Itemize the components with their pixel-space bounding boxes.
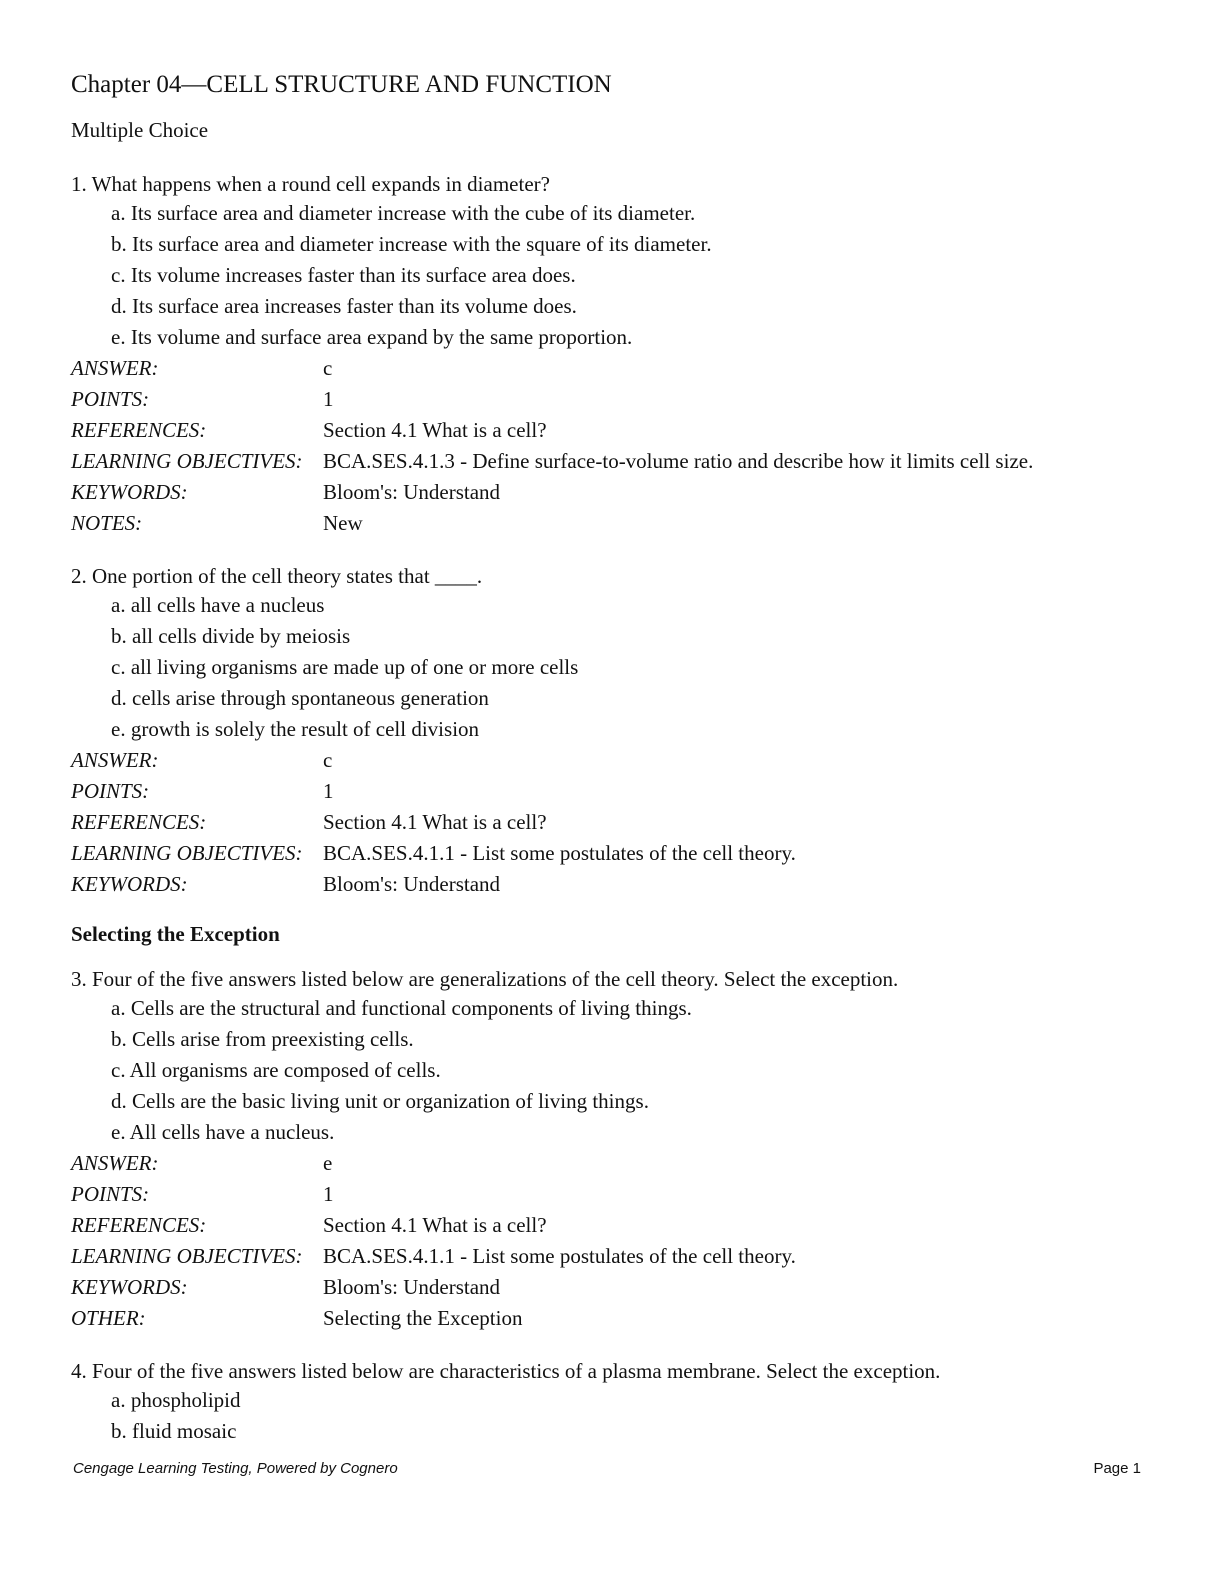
question-text: 3. Four of the five answers listed below are generalizations of the cell theory. Select the exception. <box>71 967 899 991</box>
option-b: b. Its surface area and diameter increase with the square of its diameter. <box>111 232 712 256</box>
meta-key: LEARNING OBJECTIVES: <box>71 1244 303 1268</box>
option-a: a. phospholipid <box>111 1388 241 1412</box>
meta-key: ANSWER: <box>71 356 159 380</box>
meta-value: BCA.SES.4.1.1 - List some postulates of the cell theory. <box>323 1244 796 1268</box>
meta-value: Bloom's: Understand <box>323 1275 501 1299</box>
meta-points <box>71 1179 1161 1210</box>
meta-references <box>71 1210 1161 1241</box>
section-heading-exception: Selecting the Exception <box>71 922 280 946</box>
meta-key: ANSWER: <box>71 748 159 772</box>
meta-key: ANSWER: <box>71 1151 159 1175</box>
meta-references <box>71 807 1161 838</box>
meta-key: LEARNING OBJECTIVES: <box>71 449 303 473</box>
meta-key: REFERENCES: <box>71 418 207 442</box>
option-b: b. Cells arise from preexisting cells. <box>111 1027 414 1051</box>
meta-learning-objectives <box>71 446 1161 477</box>
meta-key: POINTS: <box>71 387 150 411</box>
meta-keywords <box>71 869 1161 900</box>
meta-points <box>71 776 1161 807</box>
meta-learning-objectives <box>71 838 1161 869</box>
option-a: a. Its surface area and diameter increase with the cube of its diameter. <box>111 201 696 225</box>
meta-value: BCA.SES.4.1.1 - List some postulates of the cell theory. <box>323 841 796 865</box>
question-3 <box>71 965 1161 1334</box>
section-subtitle: Multiple Choice <box>71 118 209 142</box>
question-text: 2. One portion of the cell theory states that ____. <box>71 564 483 588</box>
meta-keywords <box>71 1272 1161 1303</box>
meta-key: NOTES: <box>71 511 143 535</box>
meta-key: REFERENCES: <box>71 1213 207 1237</box>
question-2 <box>71 562 1161 900</box>
meta-references <box>71 415 1161 446</box>
option-d: d. cells arise through spontaneous generation <box>111 686 489 710</box>
meta-value: 1 <box>323 387 334 411</box>
meta-key: KEYWORDS: <box>71 1275 188 1299</box>
option-e: e. All cells have a nucleus. <box>111 1120 335 1144</box>
option-c: c. All organisms are composed of cells. <box>111 1058 441 1082</box>
footer-publisher: Cengage Learning Testing, Powered by Cognero <box>73 1460 398 1477</box>
option-c: c. all living organisms are made up of one or more cells <box>111 655 579 679</box>
meta-value: Bloom's: Understand <box>323 480 501 504</box>
meta-answer <box>71 745 1161 776</box>
footer-page-number: Page 1 <box>1093 1460 1141 1477</box>
meta-key: KEYWORDS: <box>71 872 188 896</box>
meta-key: OTHER: <box>71 1306 146 1330</box>
meta-value: e <box>323 1151 333 1175</box>
question-text: 1. What happens when a round cell expands in diameter? <box>71 172 550 196</box>
meta-value: New <box>323 511 363 535</box>
meta-value: 1 <box>323 1182 334 1206</box>
meta-value: Section 4.1 What is a cell? <box>323 418 547 442</box>
option-b: b. all cells divide by meiosis <box>111 624 351 648</box>
meta-points <box>71 384 1161 415</box>
meta-value: Section 4.1 What is a cell? <box>323 1213 547 1237</box>
meta-value: Selecting the Exception <box>323 1306 523 1330</box>
option-b: b. fluid mosaic <box>111 1419 237 1443</box>
option-e: e. growth is solely the result of cell division <box>111 717 480 741</box>
option-c: c. Its volume increases faster than its surface area does. <box>111 263 576 287</box>
meta-other <box>71 1303 1161 1334</box>
meta-key: POINTS: <box>71 779 150 803</box>
document-page <box>71 0 1161 1584</box>
meta-learning-objectives <box>71 1241 1161 1272</box>
meta-key: LEARNING OBJECTIVES: <box>71 841 303 865</box>
meta-keywords <box>71 477 1161 508</box>
option-d: d. Cells are the basic living unit or organization of living things. <box>111 1089 649 1113</box>
meta-key: KEYWORDS: <box>71 480 188 504</box>
option-d: d. Its surface area increases faster than its volume does. <box>111 294 577 318</box>
question-text: 4. Four of the five answers listed below are characteristics of a plasma membrane. Select the exception. <box>71 1359 941 1383</box>
question-1 <box>71 170 1161 539</box>
meta-answer <box>71 353 1161 384</box>
chapter-title: Chapter 04—CELL STRUCTURE AND FUNCTION <box>71 71 612 98</box>
meta-answer <box>71 1148 1161 1179</box>
option-e: e. Its volume and surface area expand by the same proportion. <box>111 325 633 349</box>
option-a: a. Cells are the structural and functional components of living things. <box>111 996 692 1020</box>
meta-value: c <box>323 748 333 772</box>
meta-value: 1 <box>323 779 334 803</box>
meta-notes <box>71 508 1161 539</box>
meta-value: c <box>323 356 333 380</box>
option-a: a. all cells have a nucleus <box>111 593 325 617</box>
meta-value: Bloom's: Understand <box>323 872 501 896</box>
meta-value: Section 4.1 What is a cell? <box>323 810 547 834</box>
meta-key: POINTS: <box>71 1182 150 1206</box>
meta-key: REFERENCES: <box>71 810 207 834</box>
meta-value: BCA.SES.4.1.3 - Define surface-to-volume ratio and describe how it limits cell size. <box>323 449 1034 473</box>
question-4 <box>71 1357 1161 1447</box>
